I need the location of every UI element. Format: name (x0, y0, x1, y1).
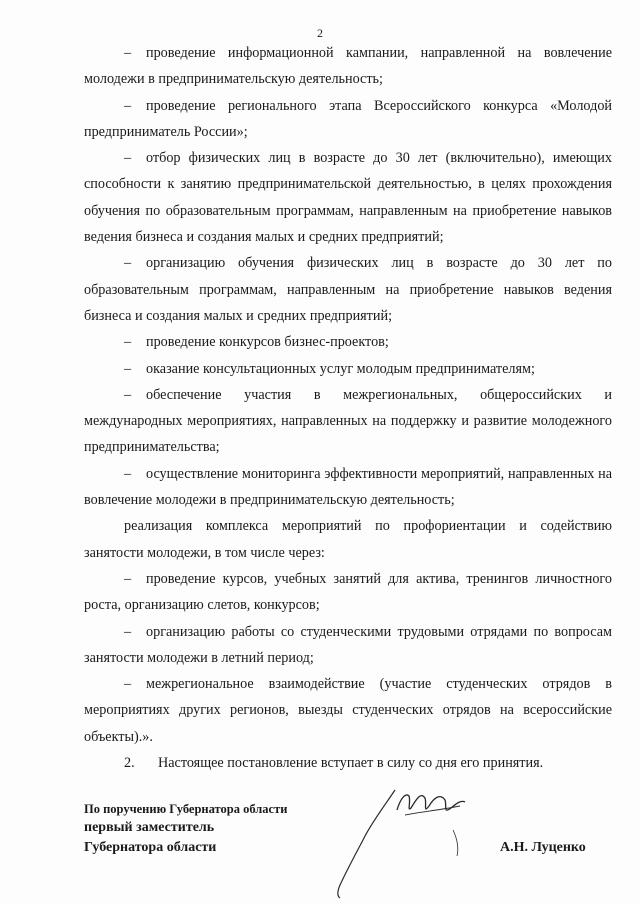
list-item (84, 40, 612, 93)
paragraph-text: проведение регионального этапа Всероссийского конкурса «Молодой предприниматель России»; (84, 97, 612, 140)
paragraph-text: организацию обучения физических лиц в возрасте до 30 лет по образовательным программам, направленным на приобретение навыков ведения бизнеса и создания малых и средних предприятий; (84, 255, 612, 324)
list-item (84, 145, 612, 250)
paragraph-text: осуществление мониторинга эффективности мероприятий, направленных на вовлечение молодежи в предпринимательскую деятельность; (84, 465, 612, 509)
dash-marker: – (124, 150, 132, 167)
dash-marker: – (124, 97, 132, 114)
signature-block (84, 800, 287, 858)
paragraph-text: оказание консультационных услуг молодым предпринимателям; (146, 360, 535, 377)
dash-marker: – (124, 676, 132, 693)
paragraph-text: проведение информационной кампании, направленной на вовлечение молодежи в предпринимательскую деятельность; (84, 45, 612, 88)
paragraph-text: межрегиональное взаимодействие (участие студенческих отрядов в мероприятиях других регионов, выезды студенческих отрядов на всероссийские объекты).». (84, 676, 612, 745)
paragraph-text: проведение конкурсов бизнес-проектов; (146, 334, 389, 351)
paragraph (84, 513, 612, 566)
dash-marker: – (124, 360, 132, 377)
page-number: 2 (317, 26, 323, 40)
paragraph-text: реализация комплекса мероприятий по профориентации и содействию занятости молодежи, в том числе через: (84, 518, 612, 561)
list-item (84, 250, 612, 329)
dash-marker: – (124, 570, 132, 587)
dash-marker: – (124, 386, 132, 403)
signature-line-authority: По поручению Губернатора области (84, 802, 288, 816)
paragraph-text: Настоящее постановление вступает в силу со дня его принятия. (158, 755, 544, 772)
list-item (84, 93, 612, 146)
dash-marker: – (124, 45, 132, 61)
document-body (84, 40, 612, 776)
dash-marker: – (124, 623, 132, 640)
signature-line-position: первый заместитель (84, 820, 215, 835)
signature-line-title: Губернатора области (84, 840, 217, 855)
paragraph-text: отбор физических лиц в возрасте до 30 лет (включительно), имеющих способности к занятию предпринимательской деятельностью, в целях прохождения обучения по образовательным программам, направленным на приобретение навыков ведения бизнеса и создания малых и средних предприятий; (84, 150, 612, 246)
list-item (84, 566, 612, 619)
list-item (84, 329, 612, 355)
paragraph-text: проведение курсов, учебных занятий для актива, тренингов личностного роста, организацию слетов, конкурсов; (84, 570, 612, 614)
dash-marker: – (124, 255, 132, 272)
dash-marker: – (124, 465, 132, 482)
signer-name: А.Н. Луценко (500, 840, 586, 855)
list-item (84, 671, 612, 750)
handwritten-signature (325, 770, 485, 900)
list-item (84, 619, 612, 672)
list-item (84, 356, 612, 382)
paragraph-text: обеспечение участия в межрегиональных, общероссийских и международных мероприятиях, направленных на поддержку и развитие молодежного предпринимательства; (84, 386, 612, 456)
list-item (84, 461, 612, 514)
paragraph-number: 2. (124, 755, 135, 772)
dash-marker: – (124, 334, 132, 351)
list-item (84, 382, 612, 461)
paragraph-text: организацию работы со студенческими трудовыми отрядами по вопросам занятости молодежи в летний период; (84, 623, 612, 666)
